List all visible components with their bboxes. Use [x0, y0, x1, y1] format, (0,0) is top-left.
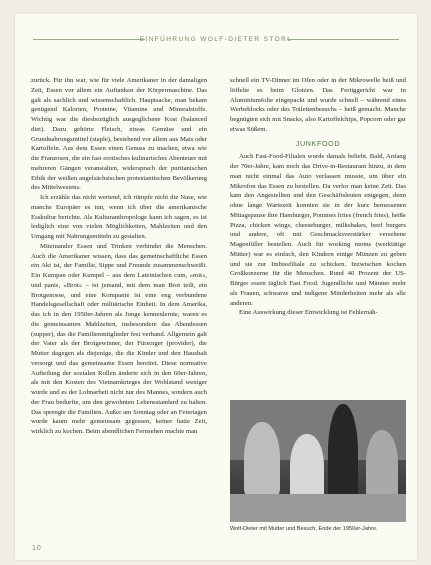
right-paragraph-1: schnell ein TV-Dinner im Ofen oder in der Mikrowelle heiß und löffelte es beim Glotzen. Das Fertiggericht war in Aluminiumfolie eingepackt und wurde schnell – während eines Werbeblocks oder des Toilettenbesuchs – heiß gemacht. Manche begnügten sich mit Snacks, also Kartoffelchips, Popcorn oder gar etwas Süßem. [230, 77, 406, 133]
book-page [15, 14, 417, 560]
left-text-column [31, 76, 207, 437]
photo-table [230, 494, 406, 522]
photo-person-left [244, 422, 280, 496]
photo-person-center [290, 434, 324, 500]
photo-person-right [366, 430, 398, 500]
right-paragraph-3: Eine Auswirkung dieser Entwicklung ist Fehlernäh- [239, 309, 378, 317]
right-paragraph-2: Auch Fast-Food-Filialen wurde damals beliebt. Bald, Anfang der 70er-Jahre, kam noch das Drive-in-Restaurant hinzu, in dem man nicht einmal das Auto verlassen musste, um über ein Mikrofon das Essen zu bestellen. Da verlor man keine Zeit. Das kam den Angestellten und den Geschäftsleuten entgegen, denn ohne lange Wartezeit konnten sie in der kurz bemessenen Mittagspause ihre Hamburger, Pommes frites (french fries), heiße Pizza, chicken wings, cheeseburger, milkshakes, beef burgers und andere, oft mit Geschmacksverstärker versehene Magenfüller bestellen. Auch für working moms (werktätige Mütter) war es einfach, den Kindern einige Münzen zu geben und sie zur Imbissfiliale zu schicken. Inzwischen kochen Großkonzerne für die Menschen. Rund 40 Prozent der US-Bürger essen täglich Fast Food. Jugendliche und Männer mehr als Frauen, schwarze und indigene Minderheiten mehr als alle anderen. [230, 153, 406, 307]
section-heading-junkfood: JUNKFOOD [295, 138, 341, 148]
family-photo [230, 400, 406, 522]
photo-caption: Wolf-Dieter mit Mutter und Besuch, Ende der 1950er-Jahre. [230, 526, 378, 532]
right-text-column [230, 76, 406, 318]
left-paragraph-2: Ich erzähle das nicht wertend, ich rümpfe nicht die Nase, wie manche Europäer es tun, wenn ich über die amerikanische Esskultur berichte. Als Kulturanthropologe kann ich sagen, es ist lediglich eine von vielen Möglichkeiten, Mahlzeiten und den Umgang mit Nahrungsmitteln zu gestalten. [31, 194, 207, 240]
running-header: EINFÜHRUNG WOLF-DIETER STORL [139, 36, 293, 43]
photo-person-standing [328, 404, 358, 504]
page-number: 10 [32, 545, 42, 552]
left-paragraph-1: zurück. Für ihn war, wie für viele Amerikaner in der damaligen Zeit, Essen vor allem ein Auftanken der Körpermaschine. Das galt als sachlich und wissenschaftlich. Hauptsache, man bekam genügend Kalorien, Proteine, Vitamine und Mineralstoffe. Wichtig war die diesbezüglich ausgeglichene Kost (balanced diet). Dazu gehörte Fleisch, etwas Gemüse und ein Grundnahrungsmittel (staple), bestehend vor allem aus Mais oder Kartoffeln. Aus dem Essen einen Genuss zu machen, etwa wie die Franzosen, die ein fast erotisches kulinarisches Abenteuer mit mehreren Gängen veranstalten, widersprach der puritanischen Ethik der weißen angelsächsischen protestantischen Bevölkerung des Mittelwestens. [31, 77, 207, 192]
header-rule-right [287, 39, 399, 40]
left-paragraph-3: Miteinander Essen und Trinken verbindet die Menschen. Auch die Amerikaner wissen, dass das gemeinschaftliche Essen ein Akt ist, der Familie, Sippe und Freunde zusammenschweißt. Ein Kumpan oder Kumpel – aus dem Lateinischen cum, »mit«, und panis, »Brot« – ist jemand, mit dem man Brot teilt, ein Brotgenosse, und eine Kompanie ist eine eng verbundene Handelsgesellschaft oder militärische Einheit. In dem Amerika, das ich in den 1950er-Jahren als Junge kennenlernte, waren es die gemeinsamen Mahlzeiten, insbesondere das Abendessen (supper), das die Familienmitglieder fest verband. Allgemein galt der Vater als der Brotgewinner, der Fürsorger (provider), die Mutter dagegen als diejenige, die die Kinder und den Haushalt versorgt und das gemeinsame Essen bereitet. Diese normative Aufteilung der sozialen Rollen änderte sich in den 60er-Jahren, als mit den Kosten des Vietnamkrieges der Wohlstand weniger wurde und es der Lohnarbeit nicht nur des Mannes, sondern auch der Frau bedurfte, um den gewohnten Lebensstandard zu halten. Das sprengte die Familien. Außer am Sonntag oder an Feiertagen wurde kaum mehr gemeinsam gegessen, keiner hatte Zeit, wirklich zu kochen. Beim abendlichen Fernsehen machte man [31, 242, 207, 435]
